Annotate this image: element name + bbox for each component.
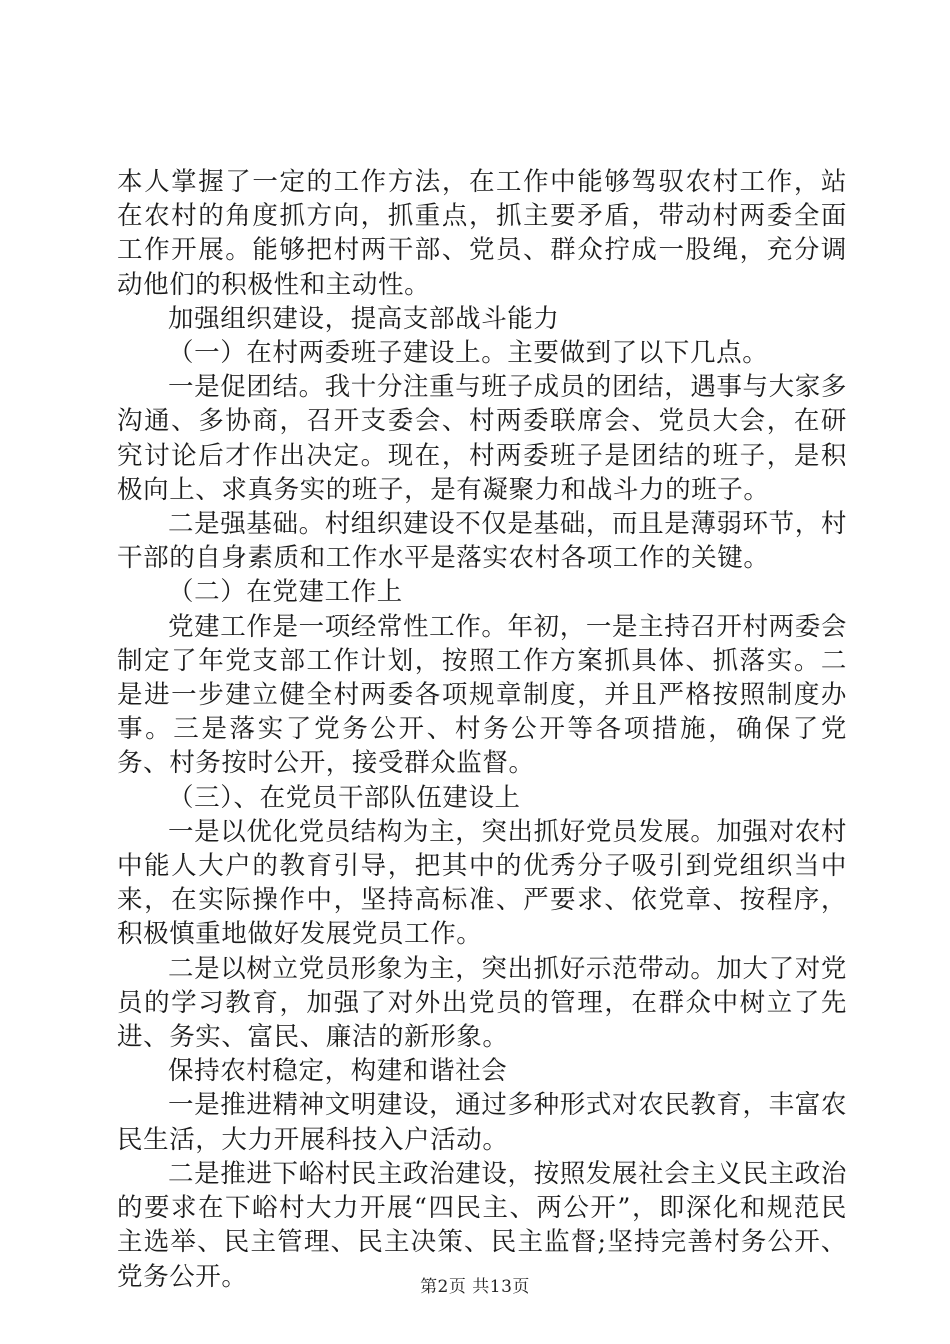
paragraph-foundation: 二是强基础。村组织建设不仅是基础，而且是薄弱环节，村干部的自身素质和工作水平是落实农村各项工作的关键。 <box>117 509 847 574</box>
section-heading-stability: 保持农村稳定，构建和谐社会 <box>168 1056 508 1087</box>
subheading-1: （一）在村两委班子建设上。主要做到了以下几点。 <box>168 338 769 369</box>
paragraph-1: 本人掌握了一定的工作方法，在工作中能够驾驭农村工作，站在农村的角度抓方向，抓重点，抓主要矛盾，带动村两委全面工作开展。能够把村两干部、党员、群众拧成一股绳，充分调动他们的积极性和主动性。 <box>117 167 847 300</box>
paragraph-party-building: 党建工作是一项经常性工作。年初，一是主持召开村两委会制定了年党支部工作计划，按照工作方案抓具体、抓落实。二是进一步建立健全村两委各项规章制度，并且严格按照制度办事。三是落实了党务公开、村务公开等各项措施，确保了党务、村务按时公开，接受群众监督。 <box>117 611 847 779</box>
paragraph-democracy: 二是推进下峪村民主政治建设，按照发展社会主义民主政治的要求在下峪村大力开展“四民主、两公开”，即深化和规范民主选举、民主管理、民主决策、民主监督;坚持完善村务公开、党务公开。 <box>117 1158 847 1292</box>
subheading-2: （二）在党建工作上 <box>168 577 403 608</box>
paragraph-member-structure: 一是以优化党员结构为主，突出抓好党员发展。加强对农村中能人大户的教育引导，把其中的优秀分子吸引到党组织当中来，在实际操作中，坚持高标准、严要求、依党章、按程序，积极慎重地做好发展党员工作。 <box>117 816 847 950</box>
paragraph-member-image: 二是以树立党员形象为主，突出抓好示范带动。加大了对党员的学习教育，加强了对外出党员的管理，在群众中树立了先进、务实、富民、廉洁的新形象。 <box>117 953 847 1053</box>
paragraph-civilization: 一是推进精神文明建设，通过多种形式对农民教育，丰富农民生活，大力开展科技入户活动。 <box>117 1090 847 1155</box>
subheading-3: （三）、在党员干部队伍建设上 <box>168 782 521 813</box>
paragraph-unity: 一是促团结。我十分注重与班子成员的团结，遇事与大家多沟通、多协商，召开支委会、村两委联席会、党员大会，在研究讨论后才作出决定。现在，村两委班子是团结的班子，是积极向上、求真务实的班子，是有凝聚力和战斗力的班子。 <box>117 372 847 505</box>
page-footer: 第2页 共13页 <box>420 1277 530 1297</box>
document-body <box>117 165 847 1294</box>
section-heading-organization: 加强组织建设，提高支部战斗能力 <box>168 303 560 334</box>
